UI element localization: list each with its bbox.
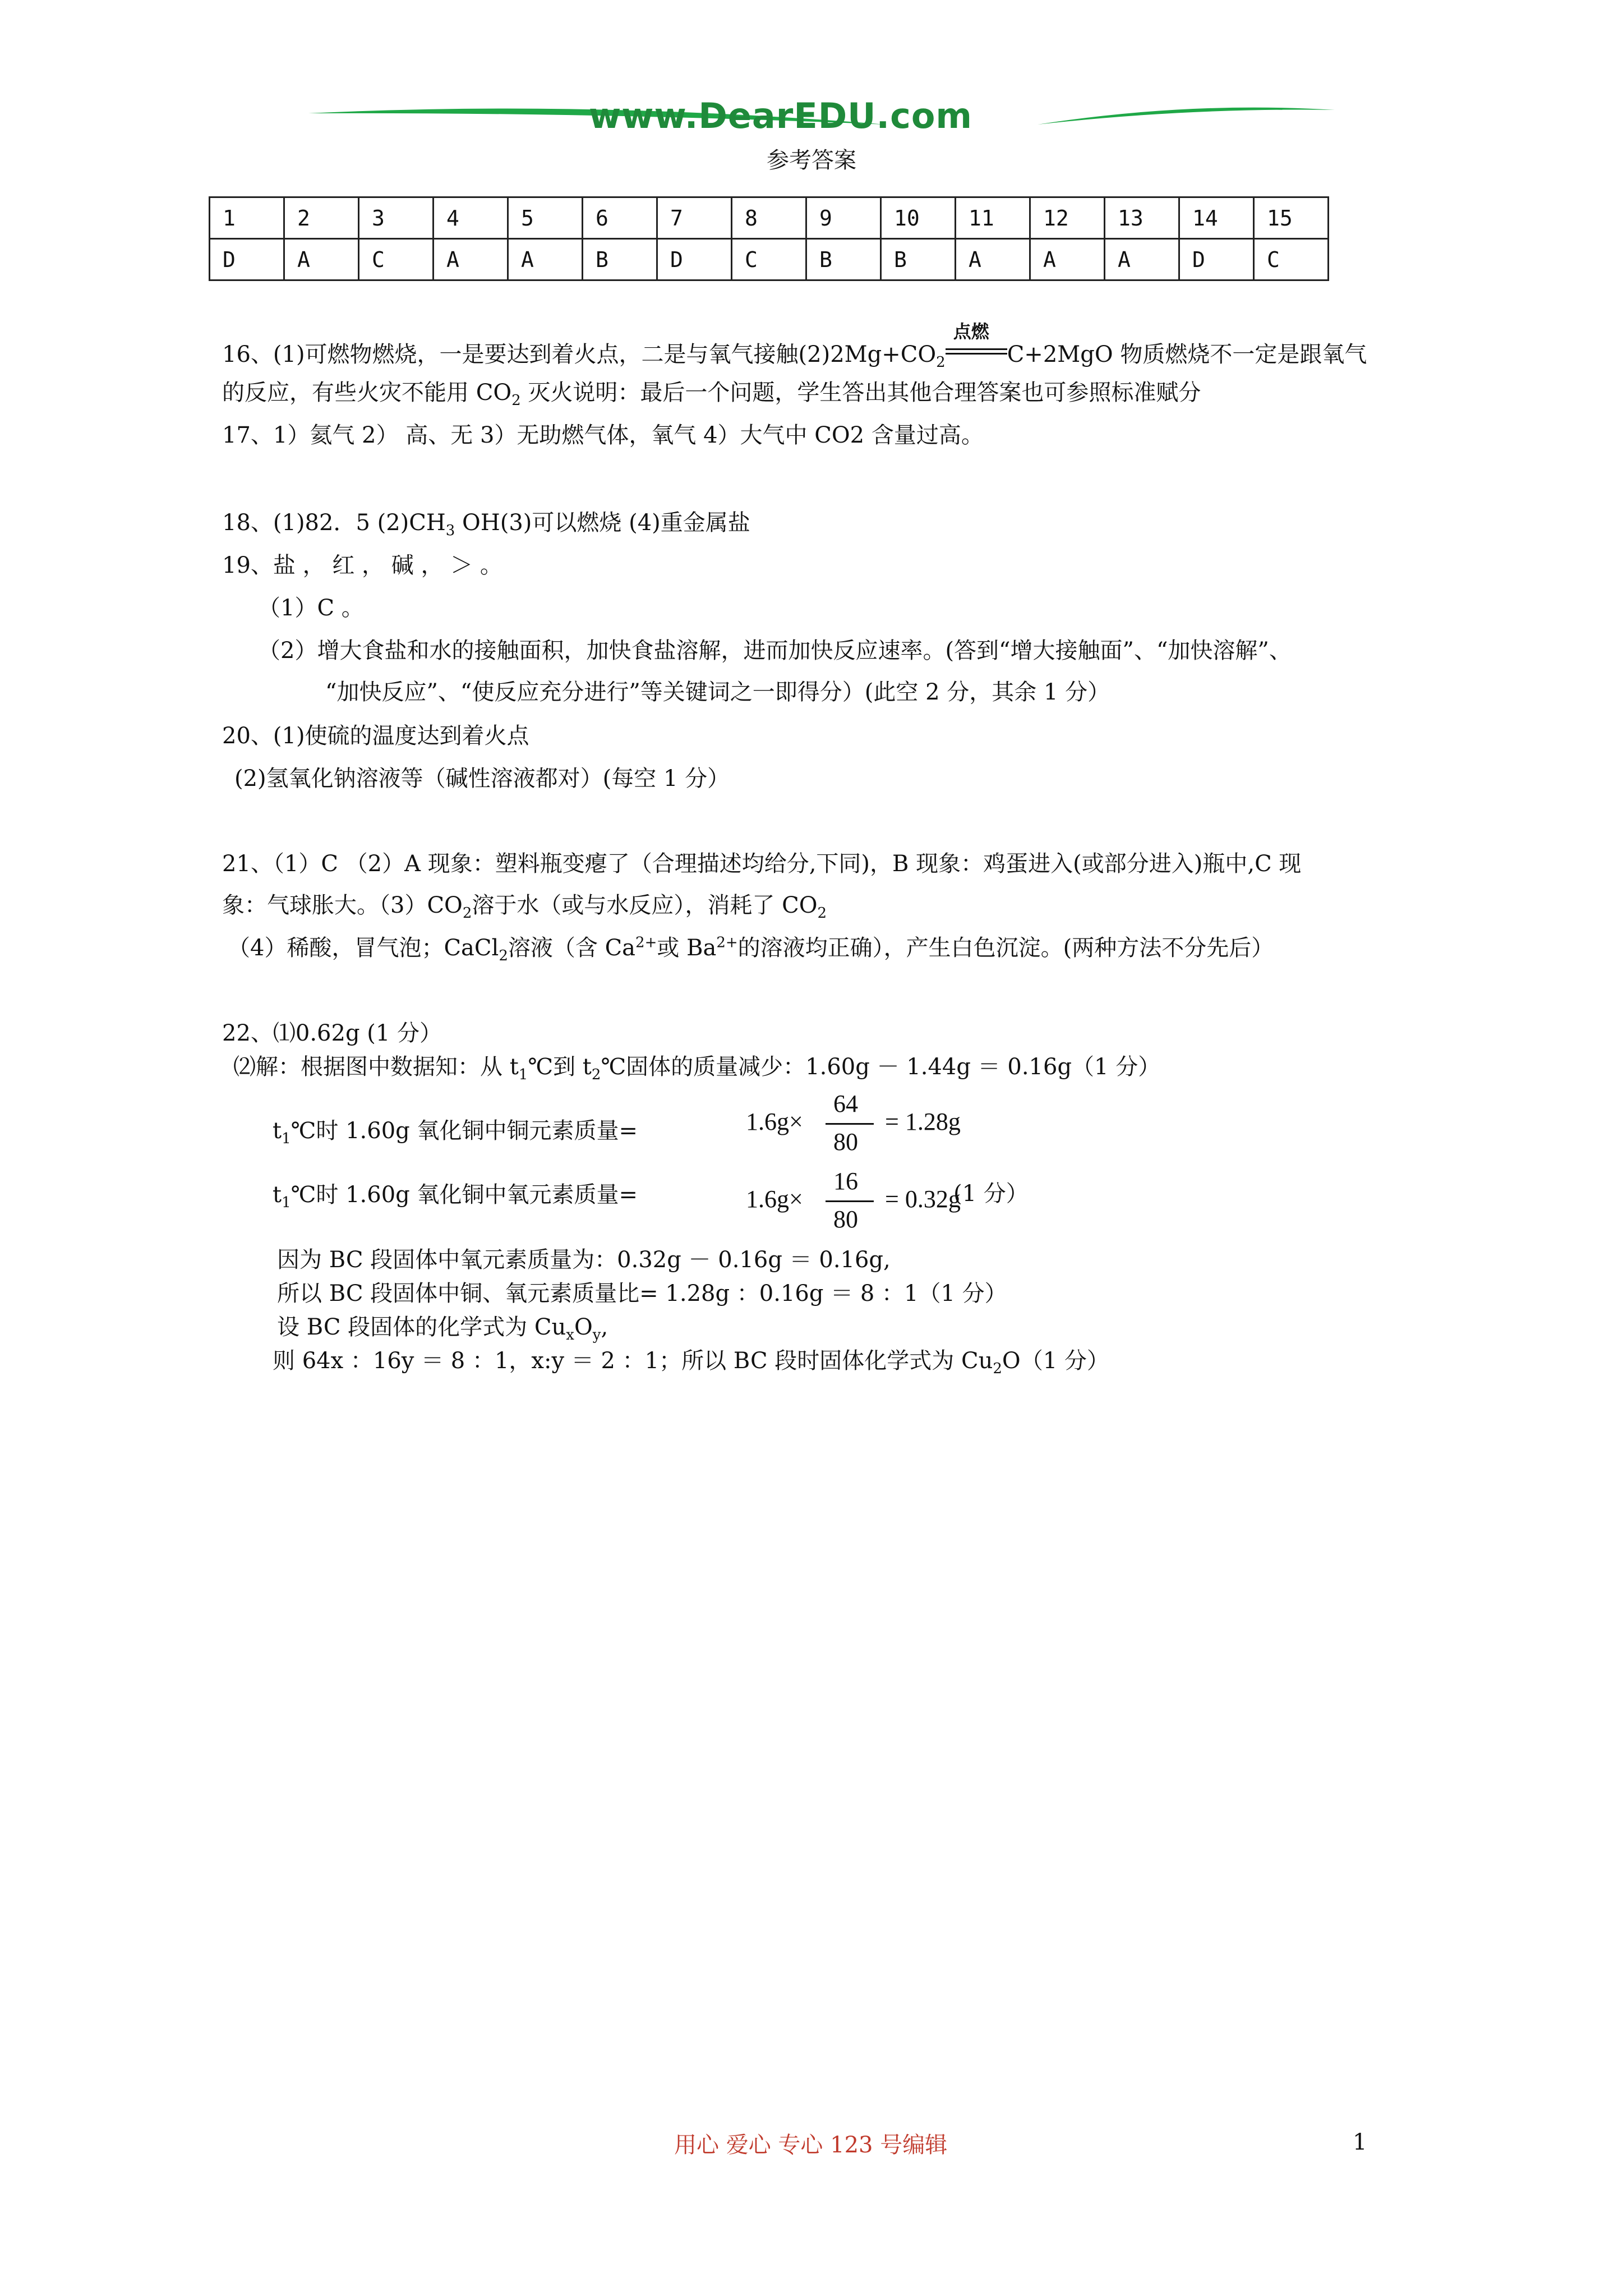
q22-cu-lhs: 1.6g× [746,1108,803,1135]
q21-sup2: 2+ [716,934,738,951]
site-logo: www.DearEDU.com [589,95,973,136]
q22-line7-b: O [574,1314,593,1340]
table-cell-number: 1 [210,197,284,239]
q16-line2-a: 的反应，有些火灾不能用 CO [222,380,512,406]
q21-line2-b: 溶于水（或与水反应），消耗了 CO [472,892,818,918]
q22-o-note: (1 分） [953,1181,1029,1207]
q22-line8-b: O（1 分） [1002,1348,1109,1374]
q21-line3-d: 的溶液均正确），产生白色沉淀。(两种方法不分先后） [737,935,1274,961]
q22-line5: 因为 BC 段固体中氧元素质量为：0.32g － 0.16g ＝ 0.16g, [277,1247,891,1273]
table-cell-number: 15 [1254,197,1329,239]
q22-line8-sub: 2 [993,1360,1002,1377]
q22-line1: 22、⑴0.62g (1 分） [222,1020,442,1046]
q18-a: 18、(1)82．5 (2)CH [222,510,446,536]
q22-line7-sub1: x [566,1327,574,1343]
q16-text-b: C+2MgO 物质燃烧不一定是跟氧气 [1007,342,1367,367]
q19-line1: 19、盐 ， 红 ， 碱 ， ＞ 。 [222,553,502,578]
q22-o-lhs: 1.6g× [746,1185,803,1213]
q22-line2-a: ⑵解：根据图中数据知：从 t [233,1054,519,1080]
q21-line3-sub: 2 [499,947,508,964]
table-cell-answer: A [1030,239,1105,280]
q21-line3-a: （4）稀酸，冒气泡；CaCl [228,935,499,961]
q22-o-denominator: 80 [833,1205,858,1233]
q22-o-label [273,1182,638,1211]
table-cell-number: 7 [657,197,732,239]
q22-o-sub: 1 [282,1194,291,1211]
table-cell-answer: D [657,239,732,280]
q22-o-a: t [273,1182,282,1208]
table-cell-number: 9 [806,197,881,239]
q22-cu-sub: 1 [282,1130,291,1147]
answer-table [209,196,1329,281]
table-cell-answer: C [1254,239,1329,280]
table-cell-answer: D [210,239,284,280]
q22-o-fraction-bar [826,1200,874,1202]
q21-line3 [228,934,1274,964]
q16-line2-sub: 2 [511,392,521,409]
q20-line1: 20、(1)使硫的温度达到着火点 [222,723,529,749]
table-cell-number: 8 [732,197,806,239]
q21-sup1: 2+ [635,934,657,951]
q16-line1 [222,321,1367,371]
table-cell-number: 5 [508,197,583,239]
q18-b: OH(3)可以燃烧 (4)重金属盐 [455,510,750,536]
reaction-condition [946,321,1007,367]
q22-cu-numerator: 64 [833,1090,858,1117]
table-cell-number: 3 [359,197,434,239]
q22-sub2: 2 [591,1066,601,1083]
q22-o-b: ℃时 1.60g 氧化铜中氧元素质量= [291,1182,638,1208]
table-cell-answer: C [732,239,806,280]
q20-line2: (2)氢氧化钠溶液等（碱性溶液都对）(每空 1 分） [234,766,730,792]
table-cell-answer: B [881,239,956,280]
q22-cu-fraction-bar [826,1123,874,1125]
page-title: 参考答案 [767,148,856,173]
table-cell-answer: C [359,239,434,280]
table-row-numbers [210,197,1329,239]
table-cell-answer: B [806,239,881,280]
table-row-answers [210,239,1329,280]
q22-line8 [273,1348,1109,1377]
q21-line3-b: 溶液（含 Ca [508,935,636,961]
table-cell-answer: A [508,239,583,280]
q22-cu-rhs: = 1.28g [885,1108,961,1135]
q16-text-a: 16、(1)可燃物燃烧，一是要达到着火点，二是与氧气接触(2)2Mg+CO [222,342,937,367]
table-cell-number: 4 [434,197,508,239]
table-cell-number: 14 [1179,197,1254,239]
q18-sub: 3 [445,522,455,539]
table-cell-answer: A [434,239,508,280]
q19-line4: “加快反应”、“使反应充分进行”等关键词之一即得分）(此空 2 分，其余 1 分） [325,679,1110,705]
q22-line2-c: ℃固体的质量减少：1.60g － 1.44g ＝ 0.16g（1 分） [601,1054,1161,1080]
page-number: 1 [1353,2129,1367,2155]
table-cell-number: 6 [583,197,657,239]
table-cell-answer: A [284,239,359,280]
q21-line3-c: 或 Ba [657,935,717,961]
condition-label: 点燃 [953,321,989,342]
q19-line3: （2）增大食盐和水的接触面积，加快食盐溶解，进而加快反应速率。(答到“增大接触面”、“加快溶解”、 [258,638,1292,664]
q22-line7 [277,1314,608,1343]
q21-sub1: 2 [462,905,472,922]
table-cell-answer: D [1179,239,1254,280]
q22-line7-c: , [601,1314,608,1340]
q22-line2 [233,1054,1161,1083]
q16-line2 [222,380,1201,409]
q22-o-numerator: 16 [833,1167,858,1195]
q22-line7-a: 设 BC 段固体的化学式为 Cu [277,1314,566,1340]
table-cell-number: 2 [284,197,359,239]
q21-line1: 21、（1）C （2）A 现象：塑料瓶变瘪了（合理描述均给分,下同)，B 现象：鸡蛋进入(或部分进入)瓶中,C 现 [222,851,1302,877]
q16-sub: 2 [936,354,946,371]
q22-cu-label [273,1118,638,1147]
q19-line2: （1）C 。 [258,595,364,621]
q18-line [222,510,750,539]
q17-line: 17、1）氦气 2） 高、无 3）无助燃气体，氧气 4）大气中 CO2 含量过高。 [222,422,984,448]
table-cell-number: 11 [956,197,1030,239]
q22-cu-denominator: 80 [833,1128,858,1156]
page-header [0,84,1623,180]
q22-line2-b: ℃到 t [528,1054,592,1080]
q21-sub2: 2 [817,905,827,922]
footer-editor-note: 用心 爱心 专心 123 号编辑 [674,2132,948,2158]
q22-line6: 所以 BC 段固体中铜、氧元素质量比= 1.28g ：0.16g ＝ 8 ：1（1 分） [277,1281,1007,1306]
q22-cu-b: ℃时 1.60g 氧化铜中铜元素质量= [291,1118,638,1144]
q22-cu-a: t [273,1118,282,1144]
q21-line2-a: 象：气球胀大。（3）CO [222,892,463,918]
q22-o-rhs: = 0.32g [885,1185,961,1213]
table-cell-answer: A [1105,239,1179,280]
q22-line7-sub2: y [592,1327,601,1343]
q21-line2 [222,892,827,922]
table-cell-answer: A [956,239,1030,280]
table-cell-number: 10 [881,197,956,239]
right-swoosh-decoration [1032,84,1346,135]
table-cell-number: 12 [1030,197,1105,239]
table-cell-number: 13 [1105,197,1179,239]
q16-line2-b: 灭火说明：最后一个问题，学生答出其他合理答案也可参照标准赋分 [520,380,1201,406]
table-cell-answer: B [583,239,657,280]
q22-sub1: 1 [518,1066,528,1083]
q22-line8-a: 则 64x ：16y ＝ 8 ：1，x:y ＝ 2 ：1；所以 BC 段时固体化学式为 Cu [273,1348,993,1374]
